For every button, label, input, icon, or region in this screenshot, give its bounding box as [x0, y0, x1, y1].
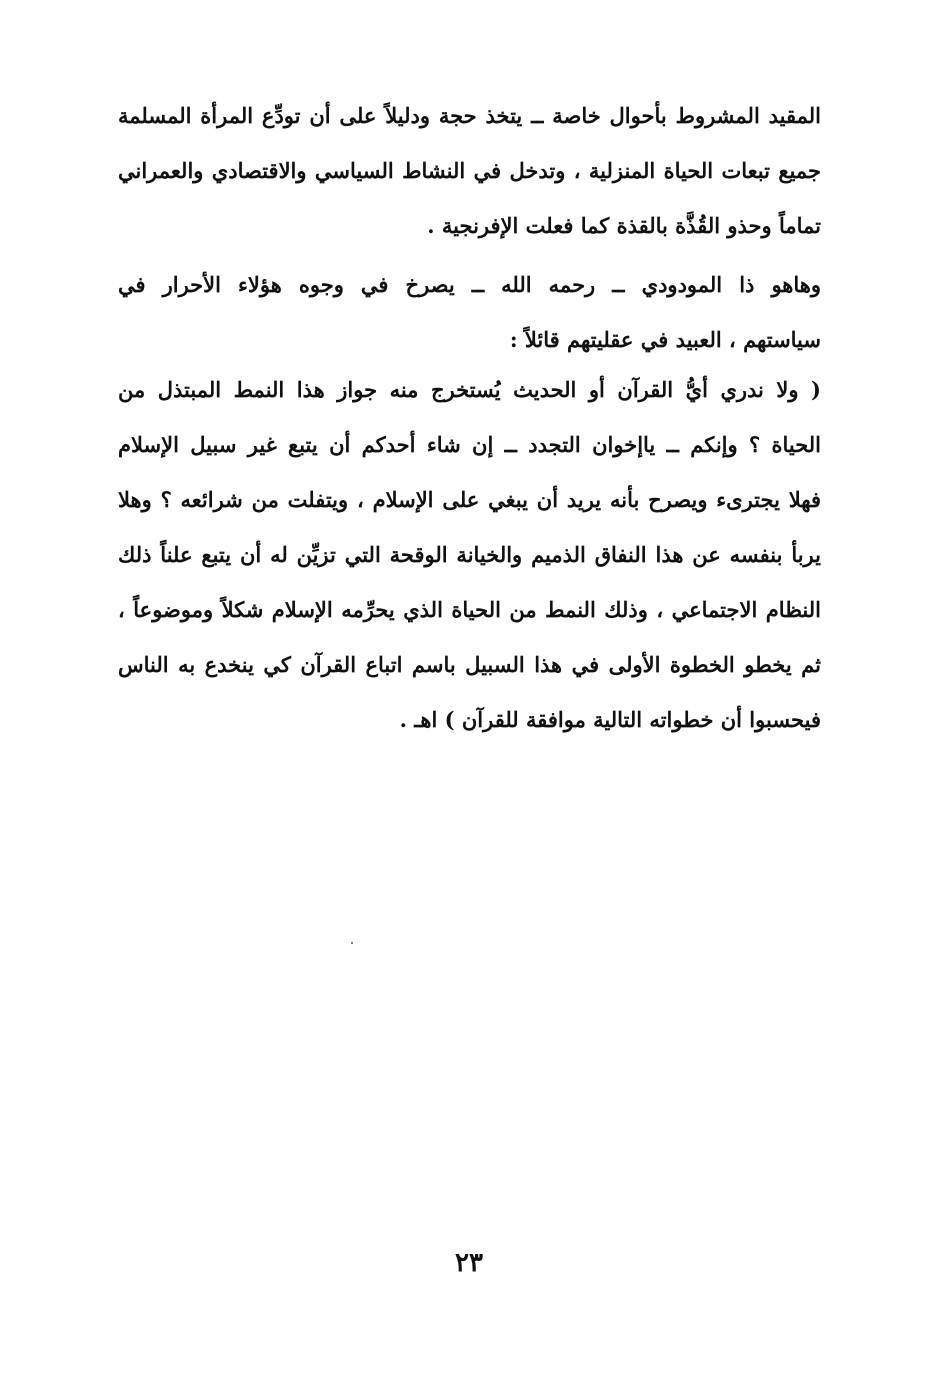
text-line: ثم يخطو الخطوة الأولى في هذا السبيل باسم اتباع القرآن كي ينخدع به الناس — [118, 652, 821, 677]
text-line: وهاهو ذا المودودي ــ رحمه الله ــ يصرخ في وجوه هؤلاء الأحرار في — [118, 272, 821, 297]
text-line: يربأ بنفسه عن هذا النفاق الذميم والخيانة الوقحة التي تزيِّن له أن يتبع علناً ذلك — [118, 542, 821, 567]
text-line: سياستهم ، العبيد في عقليتهم قائلاً : — [509, 327, 821, 352]
paragraph-2 — [118, 257, 821, 367]
page-number: ٢٣ — [455, 1248, 483, 1278]
scan-speck — [351, 942, 353, 944]
paragraph-3-quotation — [118, 362, 821, 747]
text-line: النظام الاجتماعي ، وذلك النمط من الحياة الذي يحرِّمه الإسلام شكلاً وموضوعاً ، — [118, 597, 821, 622]
text-line: الحياة ؟ وإنكم ــ ياإخوان التجدد ــ إن شاء أحدكم أن يتبع غير سبيل الإسلام — [118, 432, 821, 457]
text-line: فيحسبوا أن خطواته التالية موافقة للقرآن ) اهـ . — [399, 707, 821, 732]
text-line: ( ولا ندري أيُّ القرآن أو الحديث يُستخرج منه جواز هذا النمط المبتذل من — [118, 377, 821, 402]
text-line: تماماً وحذو القُذَّة بالقذة كما فعلت الإفرنجية . — [427, 213, 821, 238]
text-line: فهلا يجترىء ويصرح بأنه يريد أن يبغي على الإسلام ، ويتفلت من شرائعه ؟ وهلا — [118, 487, 821, 512]
text-line: جميع تبعات الحياة المنزلية ، وتدخل في النشاط السياسي والاقتصادي والعمراني — [118, 158, 821, 183]
paragraph-1 — [118, 88, 821, 253]
text-line: المقيد المشروط بأحوال خاصة ــ يتخذ حجة ودليلاً على أن تودِّع المرأة المسلمة — [118, 103, 821, 128]
